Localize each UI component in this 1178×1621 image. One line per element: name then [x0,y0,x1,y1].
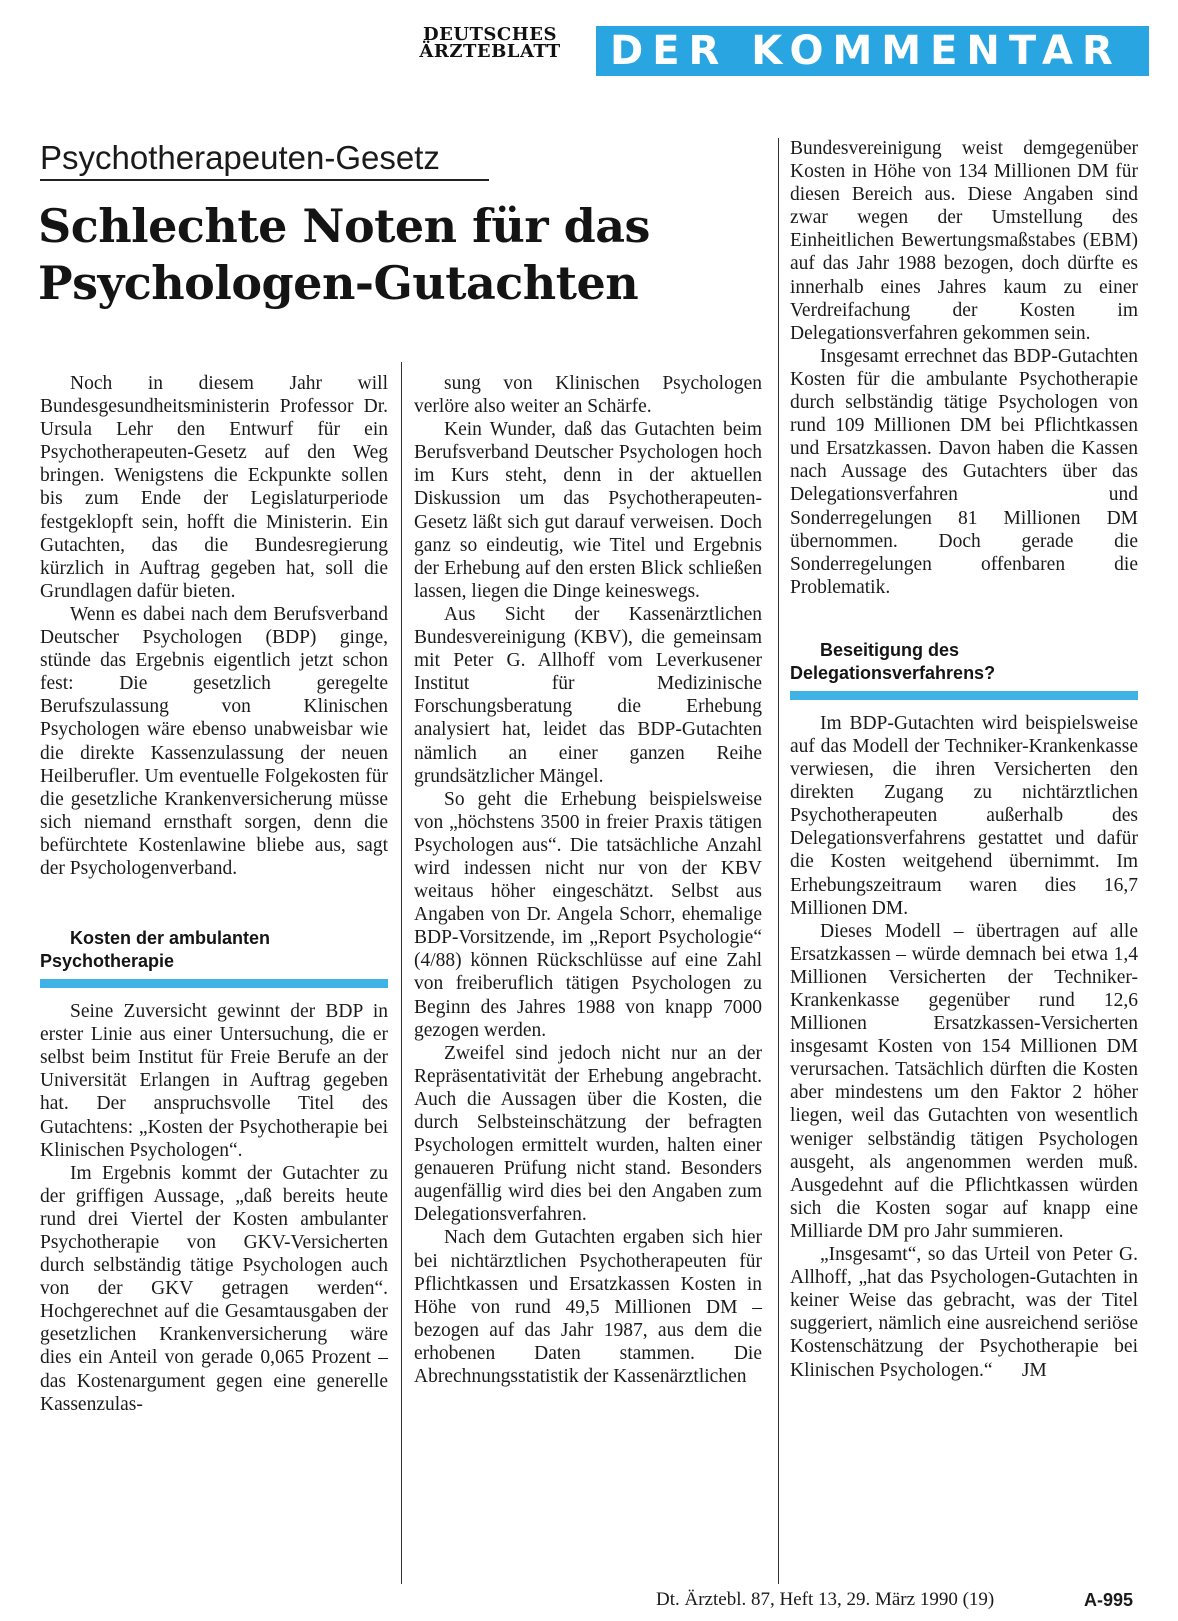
spacer [790,599,1138,639]
paragraph: Zweifel sind jedoch nicht nur an der Repräsentativität der Erhebung angebracht. Auch die Aussagen über die Kosten, die durch Selbsteinschätzung der befragten Psychologen ermittelt wurden, halten einer genaueren Prüfung nicht stand. Besonders augenfällig wird dies bei den Angaben zum Delegationsverfahren. [414,1042,762,1226]
paragraph: Im BDP-Gutachten wird beispielsweise auf das Modell der Techniker-Krankenkasse verwiesen, die ihren Versicherten den direkten Zugang zu nichtärztlichen Psychotherapeuten außerhalb des Delegationsverfahrens gestattet und dafür die Kosten weitgehend übernimmt. Im Erhebungszeitraum waren dies 16,7 Millionen DM. [790,712,1138,919]
text-column-1 [40,372,388,1416]
article-headline [38,198,778,312]
headline-line1: Schlechte Noten für das [38,199,650,253]
subheading-line2: Psychotherapie [40,951,175,972]
paragraph: Im Ergebnis kommt der Gutachter zu der griffigen Aussage, „daß bereits heute rund drei Viertel der Kosten ambulanter Psychotherapie von GKV-Versicherten durch selbständig tätige Psychologen auch von der GKV getragen werden“. Hochgerechnet auf die Gesamtausgaben der gesetzlichen Krankenversicherung wäre dies ein Anteil von gerade 0,065 Prozent – das Kostenargument gegen eine generelle Kassenzulas- [40,1162,388,1415]
subheading-line1: Kosten der ambulanten [70,928,271,949]
text-column-3 [790,137,1138,1382]
subheading [790,639,1138,685]
paragraph: Bundesvereinigung weist demgegenüber Kosten in Höhe von 134 Millionen DM für diesen Bereich aus. Diese Angaben sind zwar wegen der Umstellung des Einheitlichen Bewertungsmaßstabes (EBM) auf das Jahr 1988 bezogen, doch dürfte es innerhalb eines Jahres kaum zu einer Verdreifachung der Kosten im Delegationsverfahren gekommen sein. [790,138,1138,344]
paragraph: sung von Klinischen Psychologen verlöre also weiter an Schärfe. [414,373,762,418]
paragraph: Noch in diesem Jahr will Bundesgesundheitsministerin Professor Dr. Ursula Lehr den Entwurf für ein Psychotherapeuten-Gesetz auf den Weg bringen. Wenigstens die Eckpunkte sollen bis zum Ende der Legislaturperiode festgeklopft sein, hofft die Ministerin. Ein Gutachten, das die Bundesregierung kürzlich in Auftrag gegeben hat, soll die Grundlagen dafür bieten. [40,373,388,602]
paragraph: Kein Wunder, daß das Gutachten beim Berufsverband Deutscher Psychologen hoch im Kurs steht, denn in der aktuellen Diskussion um das Psychotherapeuten-Gesetz läßt sich gut darauf verweisen. Doch ganz so eindeutig, wie Titel und Ergebnis der Erhebung auf den ersten Blick schließen lassen, liegen die Dinge keineswegs. [414,419,762,602]
paragraph: Wenn es dabei nach dem Berufsverband Deutscher Psychologen (BDP) ginge, stünde das Ergebnis eigentlich jetzt schon fest: Die gesetzlich geregelte Berufszulassung von Klinischen Psychologen wäre ebenso unabweisbar wie die direkte Kassenzulassung der neuen Heilberufler. Um eventuelle Folgekosten für die gesetzliche Krankenversicherung müsse sich niemand ernsthaft sorgen, denn die befürchtete Kostenlawine bliebe aus, sagt der Psychologenverband. [40,603,388,879]
paragraph: Dieses Modell – übertragen auf alle Ersatzkassen – würde demnach bei etwa 1,4 Millionen Versicherten der Techniker-Krankenkasse gegenüber rund 12,6 Millionen Ersatzkassen-Versicherten insgesamt Kosten von 154 Millionen DM verursachen. Tatsächlich dürften die Kosten aber mindestens um den Faktor 2 höher liegen, weil das Gutachten von wesentlich weniger selbständig tätigen Psychologen ausgeht, als angenommen werden muß. Ausgedehnt auf die Pflichtkassen würden sich die Kosten sogar auf knapp eine Milliarde DM pro Jahr summieren. [790,920,1138,1242]
section-banner-title: DER KOMMENTAR [610,28,1122,74]
masthead-line1: DEUTSCHES [423,24,557,45]
section-banner [596,26,1149,76]
paragraph: So geht die Erhebung beispielsweise von „höchstens 3500 in freier Praxis tätigen Psychologen aus“. Die tatsächliche Anzahl wird indessen nicht nur von der KBV weitaus höher eingeschätzt. Selbst aus Angaben von Dr. Angela Schorr, ehemalige BDP-Vorsitzende, im „Report Psychologie“ (4/88) können Rückschlüsse auf eine Zahl von freiberuflich tätigen Psychologen zu Beginn des Jahres 1988 von knapp 7000 gezogen werden. [414,788,762,1041]
citation-footer: Dt. Ärztebl. 87, Heft 13, 29. März 1990 (19) [656,1589,995,1610]
paragraph: Nach dem Gutachten ergaben sich hier bei nichtärztlichen Psychotherapeuten für Pflichtkassen und Ersatzkassen Kosten in Höhe von rund 49,5 Millionen DM – bezogen auf das Jahr 1987, aus dem die erhobenen Daten stammen. Die Abrechnungsstatistik der Kassenärztlichen [414,1227,762,1388]
page-number: A-995 [1084,1590,1134,1610]
subheading-line1: Beseitigung des [820,639,960,660]
text-column-2 [414,372,762,1388]
masthead-line2: ÄRZTEBLATT [419,41,561,62]
journal-masthead [415,26,565,60]
subheading-line2: Delegationsverfahrens? [790,662,996,683]
kicker-underline [40,179,489,181]
article-kicker: Psychotherapeuten-Gesetz [40,139,440,176]
subheading-bar [790,691,1138,700]
paragraph [790,1243,1138,1382]
subheading-bar [40,979,388,988]
paragraph: Insgesamt errechnet das BDP-Gutachten Kosten für die ambulante Psychotherapie durch selbständig tätige Psychologen von rund 109 Millionen DM bei Pflichtkassen und Ersatzkassen. Davon haben die Kassen nach Aussage des Gutachters über das Delegationsverfahren und Sonderregelungen 81 Millionen DM übernommen. Doch gerade die Sonderregelungen offenbaren die Problematik. [790,345,1138,598]
headline-line2: Psychologen-Gutachten [38,256,639,310]
subheading [40,927,388,973]
paragraph: Aus Sicht der Kassenärztlichen Bundesvereinigung (KBV), die gemeinsam mit Peter G. Allhoff vom Leverkusener Institut für Medizinische Forschungsberatung die Erhebung analysiert hat, leidet das BDP-Gutachten nämlich an einer ganzen Reihe grundsätzlicher Mängel. [414,603,762,787]
author-initials: JM [1021,1359,1047,1381]
spacer [40,880,388,927]
paragraph-text: „Insgesamt“, so das Urteil von Peter G. Allhoff, „hat das Psychologen-Gutachten in keiner Weise das gebracht, was der Titel suggeriert, nämlich eine ausreichend seriöse Kostenschätzung der Psychotherapie bei Klinischen Psychologen.“ [790,1244,1138,1381]
column-divider [778,138,779,1584]
column-divider [401,362,402,1584]
paragraph: Seine Zuversicht gewinnt der BDP in erster Linie aus einer Untersuchung, die er selbst beim Institut für Freie Berufe an der Universität Erlangen in Auftrag gegeben hat. Der anspruchsvolle Titel des Gutachtens: „Kosten der Psychotherapie bei Klinischen Psychologen“. [40,1001,388,1161]
